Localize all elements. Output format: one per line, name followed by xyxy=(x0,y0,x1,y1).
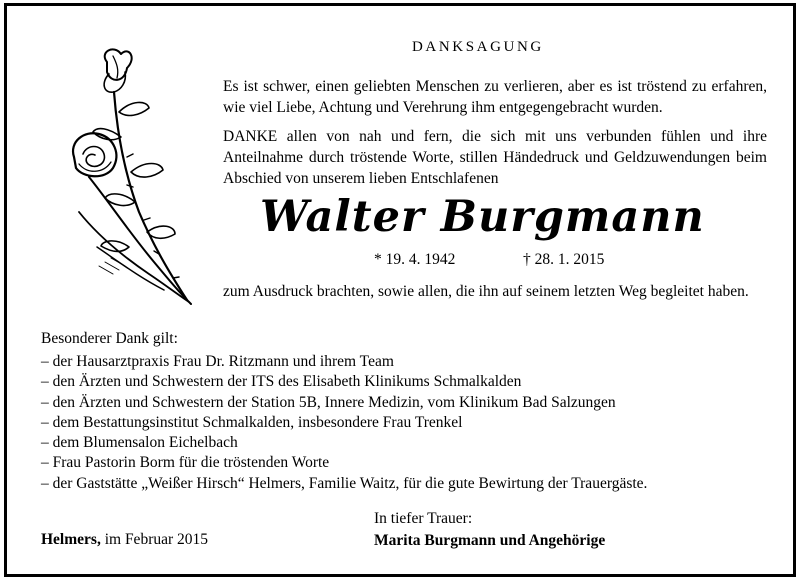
thanks-paragraph: DANKE allen von nah und fern, die sich mit uns verbunden fühlen und ihre Anteilnahme durch tröstende Worte, stillen Händedruck und Geldzuwendungen beim Abschied von unserem lieben Entschlafenen xyxy=(223,128,767,187)
deceased-name: Walter Burgmann xyxy=(260,192,705,242)
place: Helmers, xyxy=(41,531,101,548)
list-item: – der Hausarztpraxis Frau Dr. Ritzmann und ihrem Team xyxy=(41,352,647,372)
list-item: – Frau Pastorin Borm für die tröstenden Worte xyxy=(41,453,647,473)
intro-paragraph: Es ist schwer, einen geliebten Menschen zu verlieren, aber es ist tröstend zu erfahren, wie viel Liebe, Achtung und Verehrung ihm entgegengebracht wurden. xyxy=(223,78,767,116)
obituary-notice xyxy=(4,3,796,577)
list-item: – den Ärzten und Schwestern der ITS des Elisabeth Klinikums Schmalkalden xyxy=(41,372,647,392)
special-thanks-list xyxy=(41,352,647,494)
heading: DANKSAGUNG xyxy=(412,39,544,55)
special-thanks-label: Besonderer Dank gilt: xyxy=(41,330,178,347)
list-item: – dem Bestattungsinstitut Schmalkalden, insbesondere Frau Trenkel xyxy=(41,413,647,433)
mourning-label: In tiefer Trauer: xyxy=(374,510,473,527)
closing-paragraph: zum Ausdruck brachten, sowie allen, die ihn auf seinem letzten Weg begleitet haben. xyxy=(223,283,749,300)
birth-date: * 19. 4. 1942 xyxy=(374,251,456,268)
list-item: – den Ärzten und Schwestern der Station 5B, Innere Medizin, vom Klinikum Bad Salzungen xyxy=(41,393,647,413)
rose-illustration xyxy=(69,42,199,307)
list-item: – der Gaststätte „Weißer Hirsch“ Helmers, Familie Waitz, für die gute Bewirtung der Trauergäste. xyxy=(41,474,647,494)
signature: Marita Burgmann und Angehörige xyxy=(374,532,606,549)
place-date xyxy=(41,531,208,549)
death-date: † 28. 1. 2015 xyxy=(523,251,605,268)
list-item: – dem Blumensalon Eichelbach xyxy=(41,433,647,453)
date: im Februar 2015 xyxy=(104,531,209,548)
